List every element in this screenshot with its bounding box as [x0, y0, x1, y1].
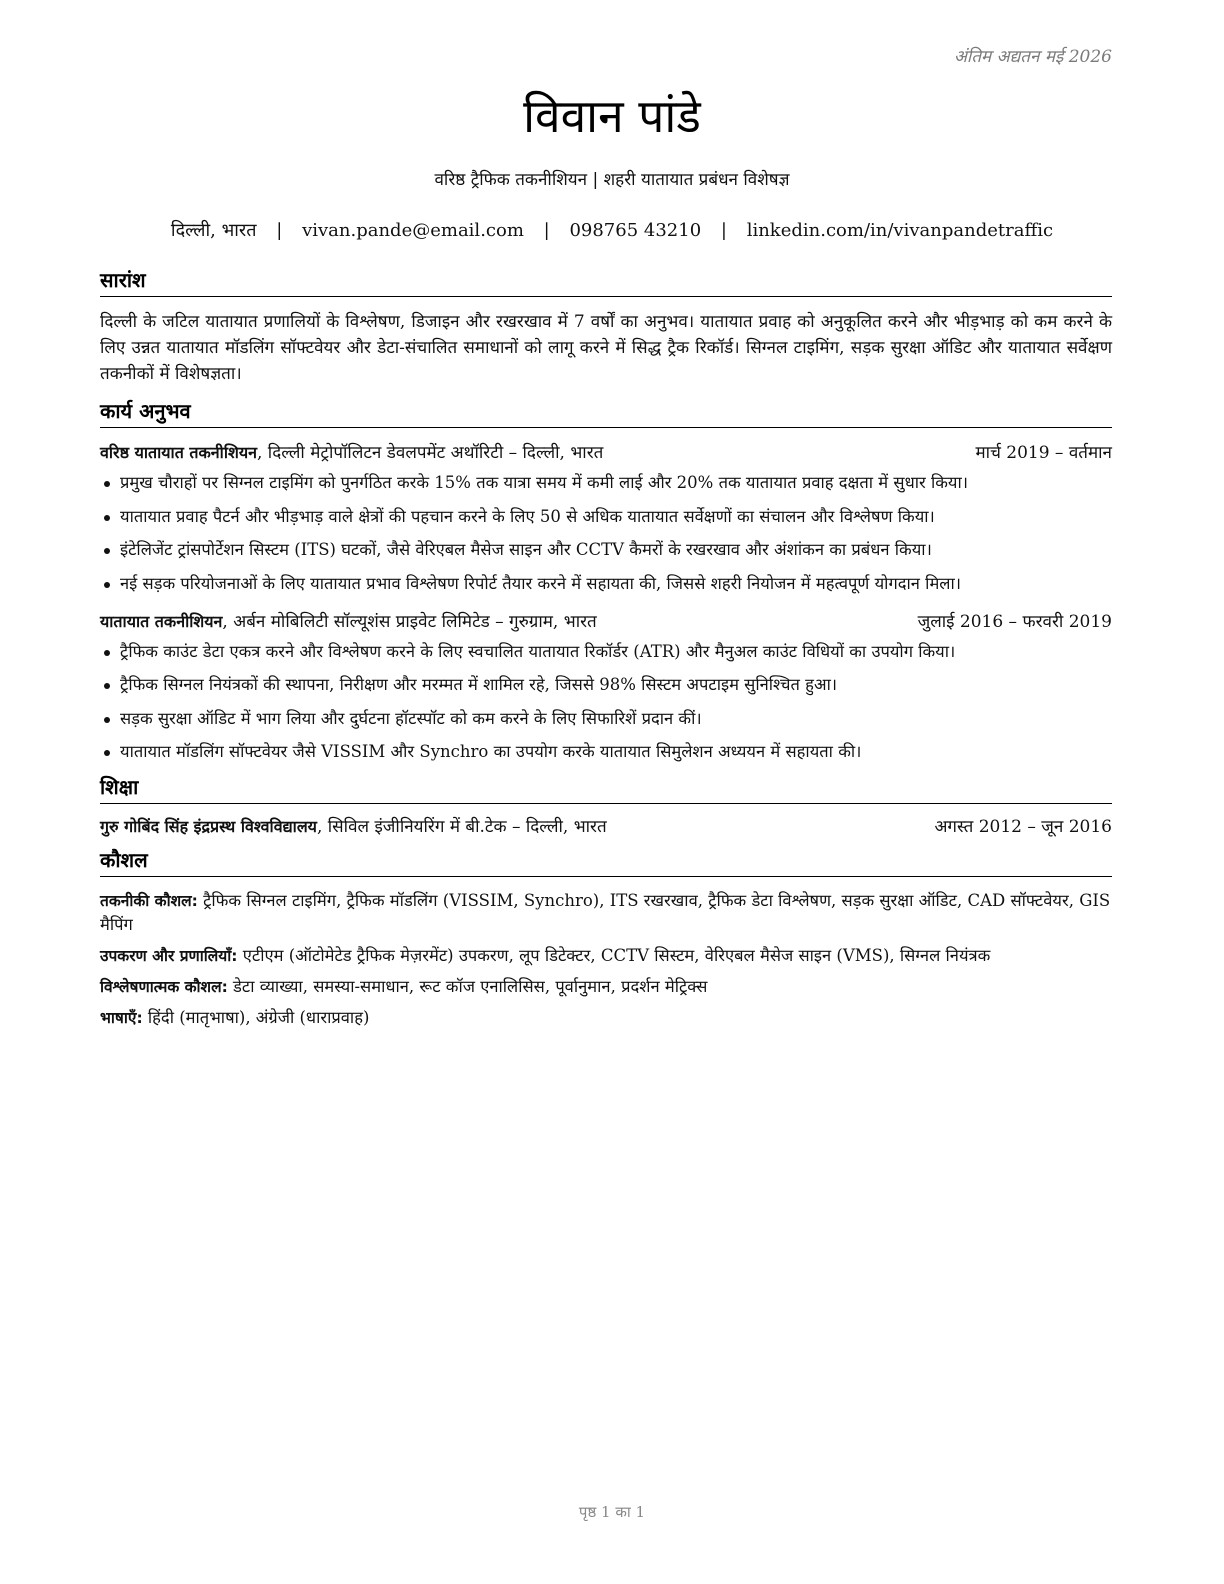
skills-value: एटीएम (ऑटोमेटेड ट्रैफिक मेज़रमेंट) उपकरण, लूप डिटेक्टर, CCTV सिस्टम, वेरिएबल मैसेज साइन (VMS), सिग्नल नियंत्रक — [237, 945, 991, 965]
skills-row — [100, 889, 1112, 937]
job-header — [100, 440, 1112, 466]
list-item: यातायात मॉडलिंग सॉफ्टवेयर जैसे VISSIM और Synchro का उपयोग करके यातायात सिमुलेशन अध्ययन में सहायता की। — [100, 739, 1112, 765]
contact-separator: | — [543, 220, 550, 241]
summary-text: दिल्ली के जटिल यातायात प्रणालियों के विश्लेषण, डिजाइन और रखरखाव में 7 वर्षों का अनुभव। यातायात प्रवाह को अनुकूलित करने और भीड़भाड़ को कम करने के लिए उन्नत यातायात मॉडलिंग सॉफ्टवेयर और डेटा-संचालित समाधानों को लागू करने में सिद्ध ट्रैक रिकॉर्ड। सिग्नल टाइमिंग, सड़क सुरक्षा ऑडिट और यातायात सर्वेक्षण तकनीकों में विशेषज्ञता। — [100, 312, 1112, 384]
job-entry — [100, 609, 1112, 766]
education-line — [100, 814, 607, 840]
contact-phone[interactable]: 098765 43210 — [569, 220, 702, 241]
skills-label: उपकरण और प्रणालियाँ: — [100, 946, 238, 965]
skills-value: ट्रैफिक सिग्नल टाइमिंग, ट्रैफिक मॉडलिंग (VISSIM, Synchro), ITS रखरखाव, ट्रैफिक डेटा विश्लेषण, सड़क सुरक्षा ऑडिट, CAD सॉफ्टवेयर, GIS मैपिंग — [100, 890, 1111, 934]
list-item: ट्रैफिक सिग्नल नियंत्रकों की स्थापना, निरीक्षण और मरम्मत में शामिल रहे, जिससे 98% सिस्टम अपटाइम सुनिश्चित हुआ। — [100, 672, 1112, 698]
skills-row — [100, 944, 1112, 968]
contact-separator: | — [276, 220, 283, 241]
list-item: ट्रैफिक काउंट डेटा एकत्र करने और विश्लेषण करने के लिए स्वचालित यातायात रिकॉर्डर (ATR) और मैनुअल काउंट विधियों का उपयोग किया। — [100, 639, 1112, 665]
skills-row — [100, 975, 1112, 999]
resume-content — [100, 266, 1112, 1037]
list-item: यातायात प्रवाह पैटर्न और भीड़भाड़ वाले क्षेत्रों की पहचान करने के लिए 50 से अधिक यातायात सर्वेक्षणों का संचालन और विश्लेषण किया। — [100, 504, 1112, 530]
education-entry — [100, 814, 1112, 840]
list-item: इंटेलिजेंट ट्रांसपोर्टेशन सिस्टम (ITS) घटकों, जैसे वेरिएबल मैसेज साइन और CCTV कैमरों के रखरखाव और अंशांकन का प्रबंधन किया। — [100, 537, 1112, 563]
job-bullets — [100, 639, 1112, 766]
job-dates: जुलाई 2016 – फरवरी 2019 — [917, 611, 1112, 632]
list-item: सड़क सुरक्षा ऑडिट में भाग लिया और दुर्घटना हॉटस्पॉट को कम करने के लिए सिफारिशें प्रदान कीं। — [100, 706, 1112, 732]
skills-value: हिंदी (मातृभाषा), अंग्रेजी (धाराप्रवाह) — [142, 1007, 370, 1027]
skills-list — [100, 889, 1112, 1030]
job-bullets — [100, 470, 1112, 597]
education-heading: शिक्षा — [100, 773, 1112, 804]
contact-email[interactable]: vivan.pande@email.com — [302, 220, 524, 241]
job-entry — [100, 440, 1112, 597]
skills-heading: कौशल — [100, 846, 1112, 877]
experience-heading: कार्य अनुभव — [100, 397, 1112, 428]
skills-label: विश्लेषणात्मक कौशल: — [100, 977, 228, 996]
job-header — [100, 609, 1112, 635]
candidate-headline: वरिष्ठ ट्रैफिक तकनीशियन | शहरी यातायात प्रबंधन विशेषज्ञ — [434, 170, 790, 190]
skills-value: डेटा व्याख्या, समस्या-समाधान, रूट कॉज एनालिसिस, पूर्वानुमान, प्रदर्शन मेट्रिक्स — [227, 976, 708, 996]
job-role: यातायात तकनीशियन — [100, 611, 223, 631]
summary-heading: सारांश — [100, 266, 1112, 297]
skills-label: भाषाएँ: — [100, 1008, 143, 1027]
contact-location: दिल्ली, भारत — [170, 220, 257, 241]
list-item: नई सड़क परियोजनाओं के लिए यातायात प्रभाव विश्लेषण रिपोर्ट तैयार करने में सहायता की, जिससे शहरी नियोजन में महत्वपूर्ण योगदान मिला। — [100, 571, 1112, 597]
last-updated-note: अंतिम अद्यतन मई 2026 — [953, 47, 1112, 67]
job-dates: मार्च 2019 – वर्तमान — [975, 443, 1112, 463]
contact-linkedin[interactable]: linkedin.com/in/vivanpandetraffic — [746, 220, 1054, 241]
list-item: प्रमुख चौराहों पर सिग्नल टाइमिंग को पुनर्गठित करके 15% तक यात्रा समय में कमी लाई और 20% तक यातायात प्रवाह दक्षता में सुधार किया। — [100, 470, 1112, 496]
job-role: वरिष्ठ यातायात तकनीशियन — [100, 443, 257, 462]
education-detail: , सिविल इंजीनियरिंग में बी.टेक – दिल्ली, भारत — [316, 816, 607, 837]
contact-line — [0, 218, 1224, 242]
education-dates: अगस्त 2012 – जून 2016 — [934, 816, 1112, 837]
candidate-name: विवान पांडे — [523, 89, 701, 143]
page-number-footer: पृष्ठ 1 का 1 — [578, 1503, 646, 1521]
contact-separator: | — [720, 220, 727, 241]
job-organization: , दिल्ली मेट्रोपॉलिटन डेवलपमेंट अथॉरिटी – दिल्ली, भारत — [257, 443, 604, 463]
education-institution: गुरु गोबिंद सिंह इंद्रप्रस्थ विश्वविद्यालय — [100, 816, 317, 836]
skills-label: तकनीकी कौशल: — [100, 891, 198, 910]
job-title-line — [100, 609, 597, 635]
skills-row — [100, 1006, 1112, 1030]
job-organization: , अर्बन मोबिलिटी सॉल्यूशंस प्राइवेट लिमिटेड – गुरुग्राम, भारत — [222, 611, 597, 632]
job-title-line — [100, 440, 603, 466]
